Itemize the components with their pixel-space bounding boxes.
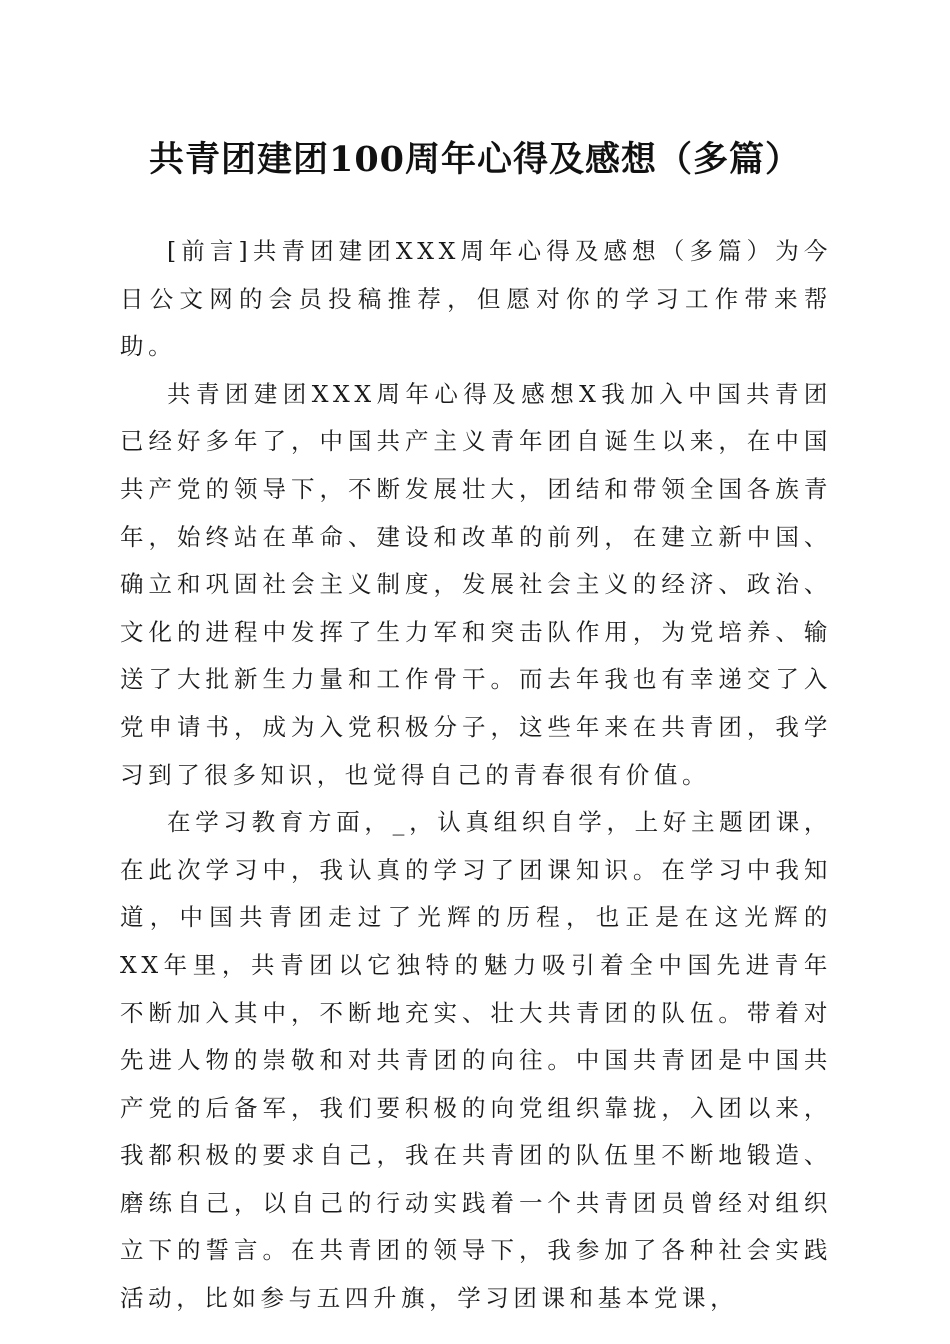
document-title: 共青团建团100周年心得及感想（多篇） — [148, 139, 802, 180]
document-body — [120, 228, 832, 1323]
body-paragraph: 共青团建团XXX周年心得及感想X我加入中国共青团已经好多年了，中国共产主义青年团自诞生以来，在中国共产党的领导下，不断发展壮大，团结和带领全国各族青年，始终站在革命、建设和改革的前列，在建立新中国、确立和巩固社会主义制度，发展社会主义的经济、政治、文化的进程中发挥了生力军和突击队作用，为党培养、输送了大批新生力量和工作骨干。而去年我也有幸递交了入党申请书，成为入党积极分子，这些年来在共青团，我学习到了很多知识，也觉得自己的青春很有价值。 — [120, 379, 832, 789]
body-paragraph: 在学习教育方面，_，认真组织自学，上好主题团课，在此次学习中，我认真的学习了团课知识。在学习中我知道，中国共青团走过了光辉的历程，也正是在这光辉的XX年里，共青团以它独特的魅力吸引着全中国先进青年不断加入其中，不断地充实、壮大共青团的队伍。带着对先进人物的崇敬和对共青团的向往。中国共青团是中国共产党的后备军，我们要积极的向党组织靠拢，入团以来，我都积极的要求自己，我在共青团的队伍里不断地锻造、磨练自己，以自己的行动实践着一个共青团员曾经对组织立下的誓言。在共青团的领导下，我参加了各种社会实践活动，比如参与五四升旗，学习团课和基本党课， — [120, 808, 832, 1313]
preface-paragraph: [前言]共青团建团XXX周年心得及感想（多篇）为今日公文网的会员投稿推荐，但愿对你的学习工作带来帮助。 — [120, 237, 832, 361]
